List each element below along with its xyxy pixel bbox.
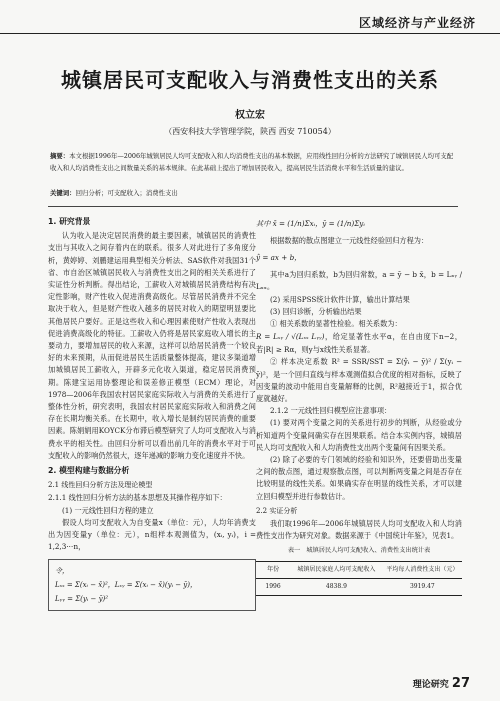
heading-2-1-2: 2.1.2 一元线性回归模型应注意事项： [270,406,392,416]
equation-box-lxx [48,559,256,611]
equation-let: 令， [55,567,69,576]
paragraph-background: 认为收入是决定居民消费的最主要因素，城镇居民的消费性支出与其收入之间存着内在的联系。很多人对此进行了多角度分析，黄婷婷、刘鹏建运用典型相关分析法、SAS软件对我国31个省、市自治区城镇居民收入与消费性支出之间的相关关系进行了实证性分析判断。得出结论，工薪收入对城镇居民消费结构有决定性影响，财产性收入促进消费高级化。尽管居民消费并不完全取决于收入，但是财产性收入越多的居民对收入的期望明显要比其他居民户要好。正是这些收入和心理因素使财产性收入表现出促进消费高级化的特征。工薪收入仍将是居民家庭收入增长的主要动力，要增加居民的收入来源，这样可以给居民消费一个较良好的未来预期，从而促进居民生活质量整体提高，建议多渠道增加城镇居民工薪收入，开辟多元化收入渠道，稳定居民消费预期。陈建宝运用协整理论和误差修正模型（ECM）理论，对1978—2006年我国农村居民家庭实际收入与消费的关系进行了整体性分析，研究表明，我国农村居民家庭实际收入和消费之间存在长期均衡关系。在长期中，收入增长是制约居民消费的重要因素。陈娟娟用KOYCK分布滞后模型研究了人均可支配收入与消费水平的相关性。由回归分析可以看出前几年的消费水平对于可支配收入的影响仍然很大，逐年递减的影响力变化速度并不快。 [48,231,256,460]
equation-r: R = Lₓᵧ / √(Lₓₓ Lᵧᵧ) [256,332,325,342]
heading-model: 2. 模型构建与数据分析 [48,466,130,476]
paragraph-note-1: (1) 要对两个变量之间的关系进行初步的判断，从经验或分析知道两个变量间确实存在因果联系。结合本实例内容，城镇居民人均可支配收入和人均消费性支出两个变量间有因果关系。 [256,418,462,452]
equation-lyy: Lᵧᵧ = Σ(yᵢ − ȳ)² [55,595,109,604]
table-row [256,579,462,595]
paragraph-r-squared: ② 样本决定系数 R² = SSR/SST = Σ(ŷᵢ − ȳ)² / Σ(yᵢ − ȳ)²，是一个回归直线与样本观测值拟合优度的相对指标，反映了因变量的波动中能用自变量解释的比例，R²越接近于1，拟合优度就越好。 [256,357,462,404]
paper-title: 城镇居民可支配收入与消费性支出的关系 [61,68,439,92]
heading-2-2: 2.2 实证分析 [256,506,298,515]
paragraph-regression-intro: 根据数据的散点图建立一元线性经验回归方程为： [270,236,429,245]
table-header-year: 年份 [267,565,280,573]
paragraph-step1: (1) 一元线性回归方程的建立 [62,505,154,515]
table-header-row [256,562,462,579]
keywords-text: 回归分析；可支配收入；消费性支出 [75,189,178,197]
abstract-label: 摘要： [50,152,70,160]
paragraph-correlation: ① 相关系数的显著性检验。相关系数为： [270,319,402,329]
section-label: 区域经济与产业经济 [358,16,476,30]
data-table [256,561,462,596]
abstract-text: 本文根据1996年—2006年城镇居民人均可支配收入和人均消费性支出的基本数据，应用线性回归分析的方法研究了城镇居民人均可支配收入和人均消费性支出之间数量关系的基本规律。在此基础上提出了增加居民收入，提高居民生活消费水平和生活质量的建议。 [50,152,454,172]
equation-means: 其中 x̄ = (1/n)Σxᵢ，ȳ = (1/n)Σyᵢ [256,219,365,228]
paragraph-spss: (2) 采用SPSS统计软件计算，输出计算结果 [270,294,410,304]
paragraph-coefficients: 其中a为回归系数，b为回归常数，a = ȳ − b x̄，b = Lₓᵧ / Lₓₓ。 [256,270,462,292]
table-header-expense: 平均每人消费性支出（元） [386,565,459,573]
table-cell-expense: 3919.47 [409,582,435,590]
keywords-label: 关键词： [50,189,76,197]
table-cell-year: 1996 [265,582,281,590]
abstract [50,150,455,174]
keywords [50,188,455,198]
paragraph-note-2: (2) 除了必要的专门领域的经验和知识外，还要借助出变量之间的散点图，通过观察散点图，可以判断两变量之间是否存在比较明显的线性关系。如果确实存在明显的线性关系，才可以建立回归模型并进行参数估计。 [256,455,462,501]
author-name: 权立宏 [235,110,265,121]
correlation-test: ，给定显著性水平α，在自由度下n−2，若|R| ≥ Rα，则y与x线性关系显著。 [256,332,462,355]
table-cell-income: 4838.9 [325,582,347,590]
table-caption: 表一 城镇居民人均可支配收入、消费性支出统计表 [287,547,431,555]
paragraph-diagnosis: (3) 回归诊断，分析输出结果 [270,306,362,316]
table-header-income: 城镇居民家庭人均可支配收入 [297,565,376,573]
affiliation: （西安科技大学管理学院，陕西 西安 710054） [164,127,336,136]
right-column [256,213,462,596]
running-header [0,0,500,34]
equation-lxx-lxy: Lₓₓ = Σ(xᵢ − x̄)²，Lₓᵧ = Σ(xᵢ − x̄)(yᵢ − ȳ)， [55,581,197,590]
heading-2-1: 2.1 线性回归分析方法及理论模型 [48,481,153,490]
paragraph-assumption: 假设人均可支配收入为自变量x（单位：元），人均年消费支出为因变量y（单位：元），n组样本观测值为，(xᵢ, yᵢ)，i = 1,2,3⋯n， [48,517,256,552]
page-footer [413,676,470,691]
heading-2-1-1: 2.1.1 线性回归分析方法的基本思想及其操作程序如下： [48,493,227,503]
page-number: 27 [451,676,470,691]
paragraph-empirical: 我们取1996年—2006年城镇居民人均可支配收入和人均消费性支出作为研究对象。数据来源于《中国统计年鉴》，见表1。 [256,519,462,541]
paragraph-correlation-eq [256,330,462,356]
equation-regression: ŷ = ax + b， [256,253,302,263]
left-column [48,213,256,617]
footer-label: 理论研究 [412,680,449,690]
heading-research-background: 1. 研究背景 [48,217,91,226]
header-rule [0,33,500,34]
section-divider [48,206,458,207]
